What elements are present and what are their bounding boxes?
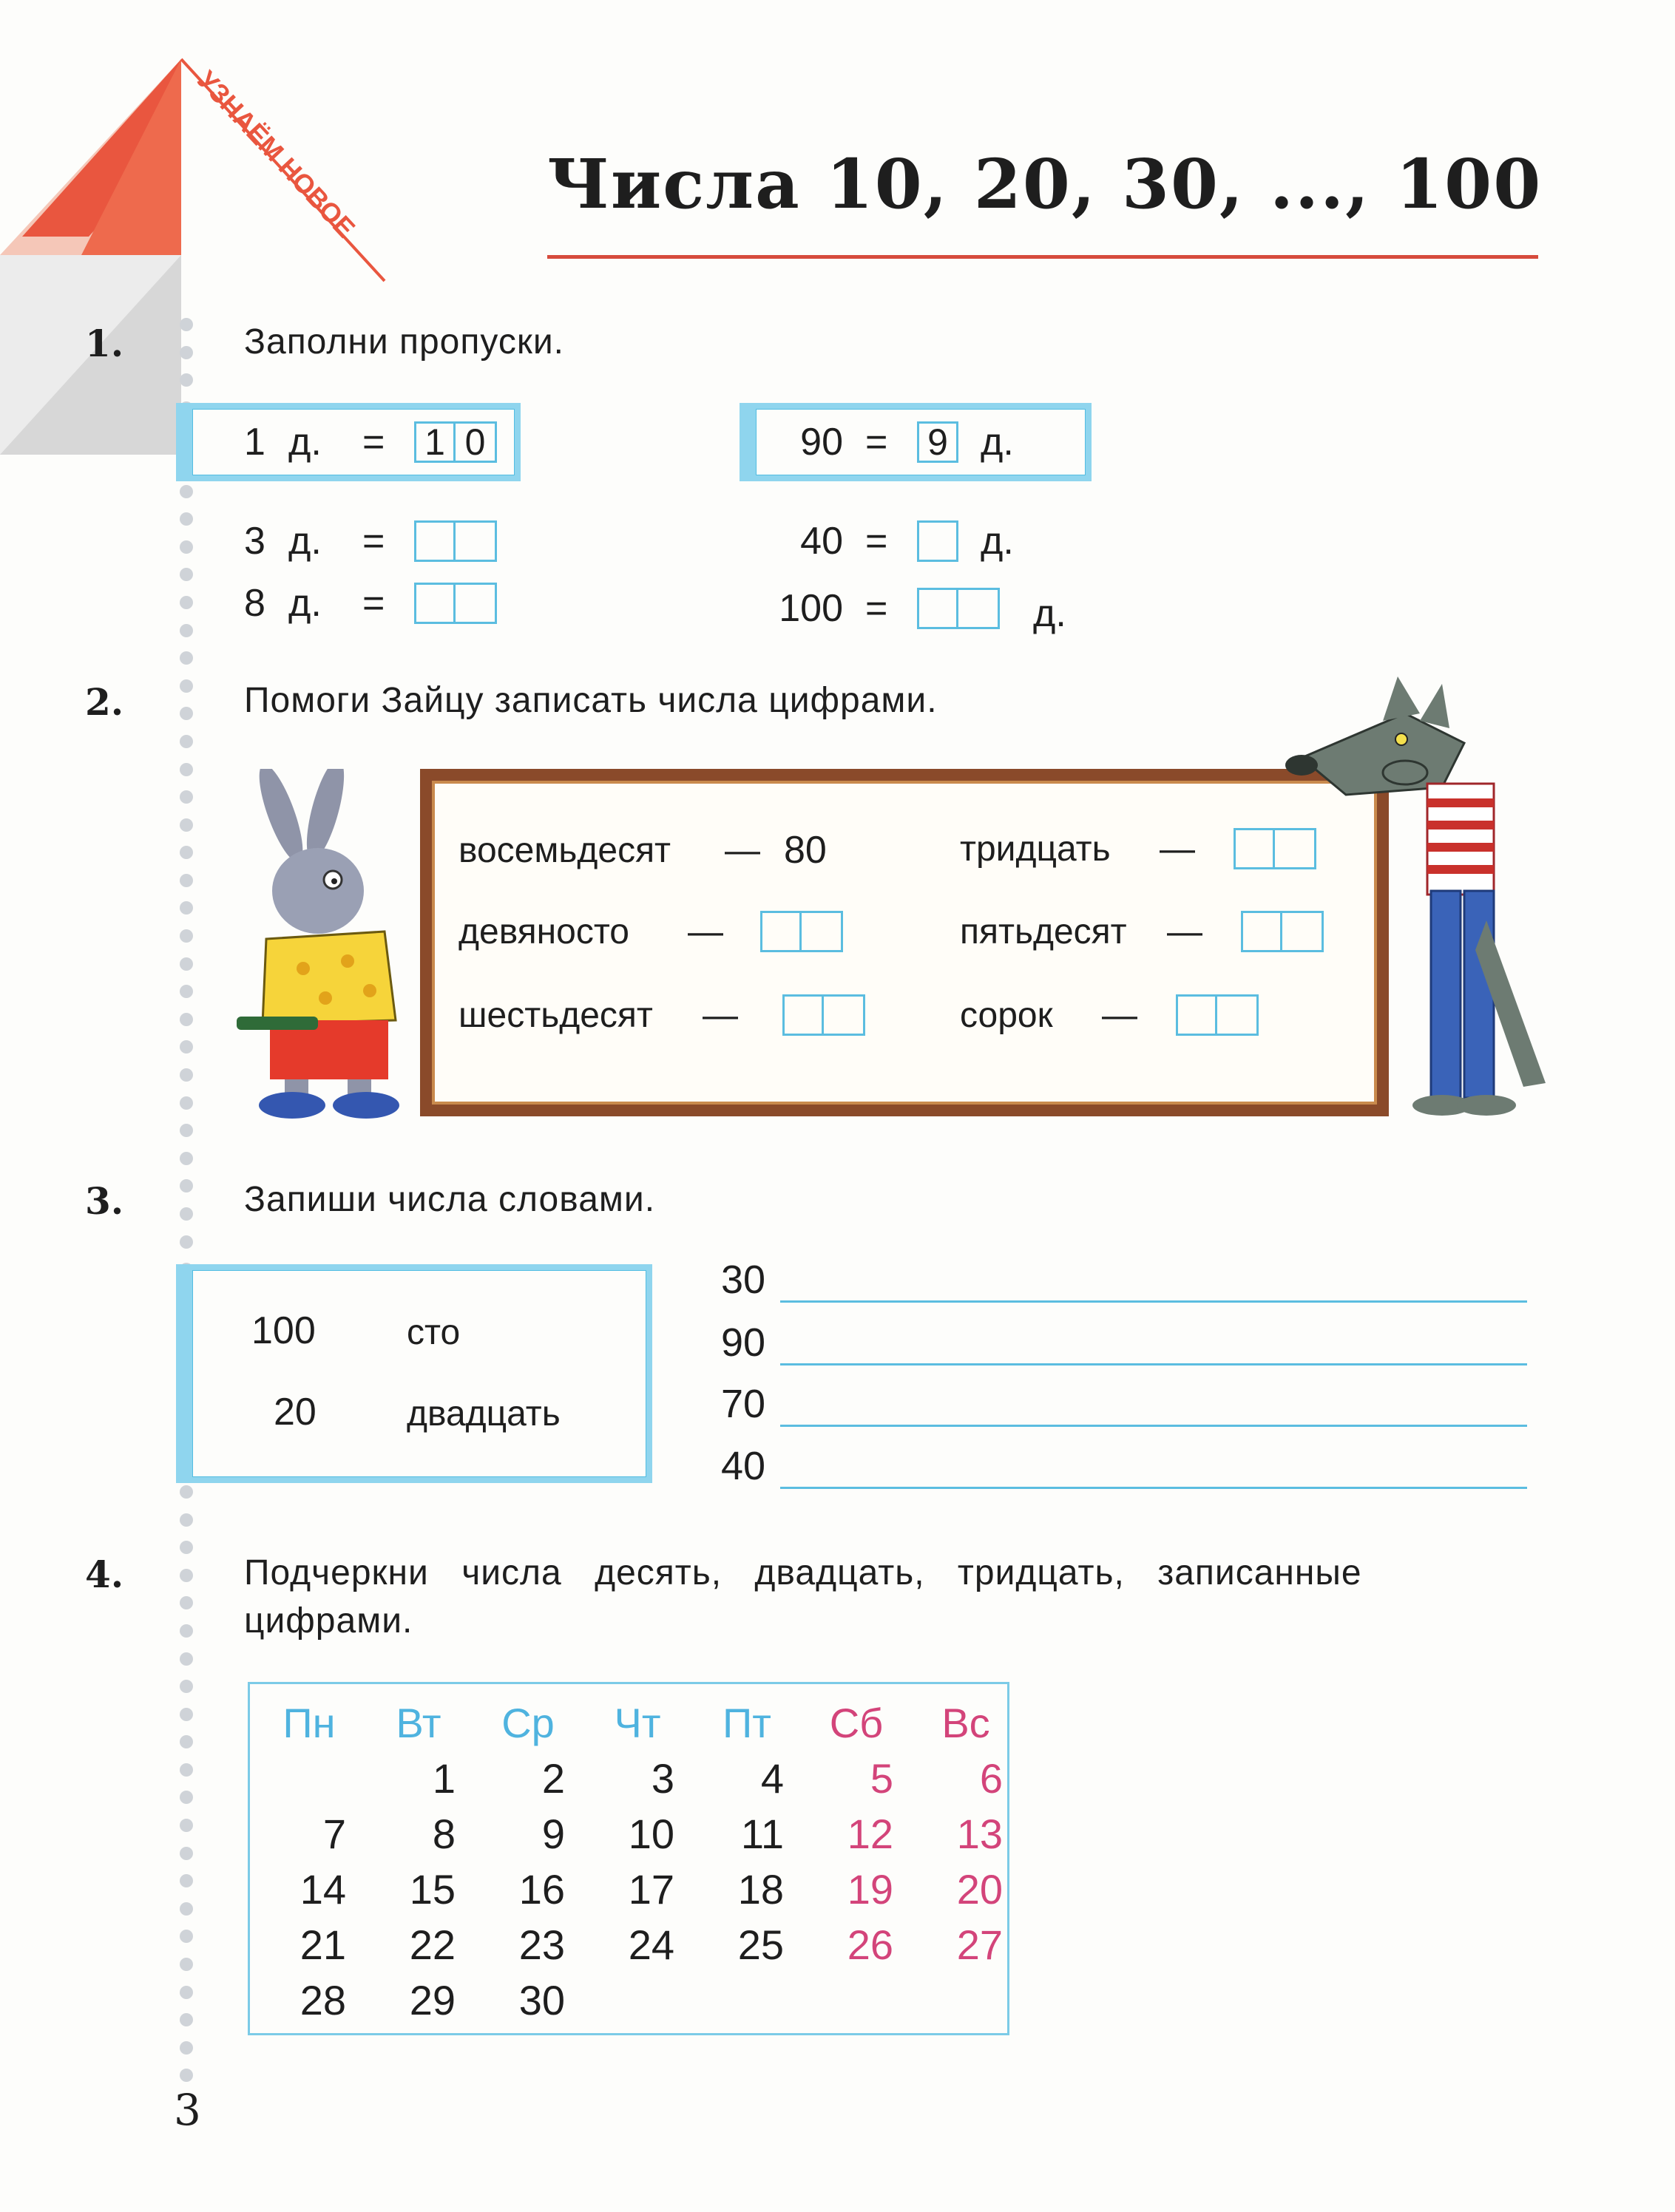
answer-cell[interactable]: 0 (456, 421, 497, 463)
spiral-dot (180, 1124, 193, 1137)
spiral-dot (180, 1624, 193, 1638)
spiral-dot (180, 1068, 193, 1082)
task-number-2: 2. (85, 680, 124, 724)
spiral-dot (180, 1791, 193, 1804)
answer-line[interactable] (780, 1479, 1527, 1489)
answer-cell[interactable] (456, 520, 497, 562)
answer-line[interactable] (780, 1356, 1527, 1365)
spiral-dot (180, 1152, 193, 1165)
spiral-dot (180, 1958, 193, 1971)
task1-left-row (244, 519, 497, 563)
calendar-day[interactable]: 14 (300, 1866, 346, 1913)
answer-cell[interactable] (958, 588, 1000, 629)
example-word: сто (407, 1313, 461, 1352)
spiral-dot (180, 1986, 193, 1999)
example-box-3 (176, 1264, 652, 1483)
spiral-dot (180, 651, 193, 665)
spiral-dot (180, 1541, 193, 1554)
title-underline (547, 255, 1538, 259)
calendar-day[interactable]: 7 (322, 1811, 346, 1857)
answer-cell[interactable] (760, 911, 802, 952)
number-word: пятьдесят (960, 912, 1127, 951)
calendar-header: Вт (396, 1700, 441, 1746)
task-text-1: Заполни пропуски. (244, 322, 564, 362)
task1-right-row (776, 519, 1014, 563)
spiral-dot (180, 346, 193, 359)
row-number: 8 (244, 582, 265, 625)
task-number-4: 4. (85, 1553, 124, 1596)
example-number: 100 (251, 1309, 316, 1352)
row-number: 100 (779, 587, 843, 630)
row-unit: д. (1033, 592, 1066, 635)
spiral-dot (180, 512, 193, 526)
calendar-day[interactable]: 4 (760, 1755, 784, 1802)
row-number: 30 (721, 1258, 766, 1302)
spiral-dot (180, 1013, 193, 1026)
spiral-dot (180, 1652, 193, 1666)
spiral-dot (180, 1708, 193, 1721)
answer-cell[interactable] (456, 583, 497, 624)
number-word: сорок (960, 995, 1053, 1035)
board-item (960, 994, 1259, 1036)
calendar-header: Чт (614, 1700, 661, 1746)
dash: — (1160, 829, 1195, 869)
spiral-dot (180, 624, 193, 637)
calendar-day[interactable]: 11 (740, 1811, 784, 1857)
calendar-day[interactable]: 20 (956, 1866, 1003, 1913)
spiral-dot (180, 1513, 193, 1527)
spiral-dot (180, 1819, 193, 1832)
spiral-dot (180, 1596, 193, 1609)
spiral-dot (180, 957, 193, 971)
calendar-day[interactable]: 27 (956, 1921, 1003, 1968)
calendar-day[interactable]: 12 (847, 1811, 893, 1857)
calendar-day[interactable]: 23 (518, 1921, 565, 1968)
spiral-dot (180, 1874, 193, 1887)
number-word: восемьдесят (458, 830, 671, 870)
write-row (721, 1320, 1527, 1365)
calendar-day[interactable]: 30 (518, 1977, 565, 2023)
calendar (248, 1682, 1009, 2035)
dash: — (703, 995, 738, 1035)
calendar-day[interactable]: 15 (409, 1866, 456, 1913)
spiral-dot (180, 1930, 193, 1943)
spiral-dot (180, 1096, 193, 1110)
spiral-dot (180, 1680, 193, 1693)
example-word: двадцать (407, 1394, 561, 1434)
spiral-dot (180, 568, 193, 581)
spiral-dot (180, 1763, 193, 1777)
row-unit: д. (288, 421, 322, 464)
board-item (458, 911, 843, 952)
spiral-dot (180, 985, 193, 998)
task1-left-row (244, 420, 497, 464)
calendar-day[interactable]: 17 (628, 1866, 674, 1913)
spiral-dot (180, 485, 193, 498)
equals-sign: = (362, 520, 385, 563)
calendar-day[interactable]: 6 (979, 1755, 1003, 1802)
spiral-dot (180, 846, 193, 859)
answer-cell[interactable] (802, 911, 843, 952)
calendar-day[interactable]: 2 (541, 1755, 565, 1802)
calendar-day[interactable]: 16 (518, 1866, 565, 1913)
board-item (458, 828, 827, 872)
calendar-day[interactable]: 24 (628, 1921, 674, 1968)
row-unit: д. (981, 520, 1014, 563)
calendar-day[interactable]: 22 (409, 1921, 456, 1968)
calendar-day[interactable]: 25 (737, 1921, 784, 1968)
spiral-dot (180, 2069, 193, 2082)
spiral-dot (180, 1235, 193, 1249)
example-number: 20 (274, 1391, 317, 1434)
spiral-dot (180, 2041, 193, 2055)
equals-sign: = (362, 421, 385, 464)
spiral-dot (180, 790, 193, 804)
calendar-day[interactable]: 9 (541, 1811, 565, 1857)
row-number: 70 (721, 1382, 766, 1426)
answer-line[interactable] (780, 1293, 1527, 1303)
equals-sign: = (865, 587, 888, 630)
spiral-dot (180, 1847, 193, 1860)
calendar-day[interactable]: 5 (870, 1755, 893, 1802)
calendar-header: Ср (501, 1700, 555, 1746)
number-word: шестьдесят (458, 995, 653, 1035)
task1-left-row (244, 581, 497, 625)
write-row (721, 1257, 1527, 1303)
calendar-day[interactable]: 21 (300, 1921, 346, 1968)
calendar-day[interactable]: 18 (737, 1866, 784, 1913)
spiral-dot (180, 540, 193, 554)
answer-cell[interactable] (917, 588, 958, 629)
spiral-dot (180, 1569, 193, 1582)
answer-cell[interactable] (917, 520, 958, 562)
calendar-day[interactable]: 8 (432, 1811, 456, 1857)
equals-sign: = (865, 520, 888, 563)
spiral-dot (180, 901, 193, 915)
dash: — (1167, 912, 1202, 951)
task-number-1: 1. (85, 322, 124, 365)
calendar-day[interactable]: 10 (628, 1811, 674, 1857)
calendar-day[interactable]: 28 (300, 1977, 346, 2023)
spiral-dot (180, 2013, 193, 2026)
board-item (458, 994, 865, 1036)
calendar-header: Пн (282, 1700, 336, 1746)
spiral-dot (180, 1040, 193, 1054)
answer-cell[interactable] (824, 994, 865, 1036)
write-row (721, 1443, 1527, 1489)
answer-cell[interactable]: 9 (917, 421, 958, 463)
number-word: девяносто (458, 912, 629, 951)
calendar-header: Сб (829, 1700, 884, 1746)
write-row (721, 1381, 1527, 1427)
task1-right-row (776, 420, 1014, 464)
answer-cell[interactable]: 1 (414, 421, 456, 463)
task-text-3: Запиши числа словами. (244, 1180, 656, 1219)
task-text-2: Помоги Зайцу записать числа цифрами. (244, 681, 938, 720)
row-number: 40 (721, 1444, 766, 1488)
calendar-day[interactable]: 13 (956, 1811, 1003, 1857)
calendar-day[interactable]: 19 (847, 1866, 893, 1913)
answer-cell[interactable] (782, 994, 824, 1036)
banner-label: УЗНАЁМ НОВОЕ (192, 64, 362, 244)
calendar-header: Вс (941, 1700, 990, 1746)
spiral-dot (180, 707, 193, 720)
row-unit: д. (288, 582, 322, 625)
spiral-dot (180, 679, 193, 693)
answer-cell[interactable] (414, 583, 456, 624)
row-number: 1 (244, 421, 265, 464)
answer-cell[interactable] (414, 520, 456, 562)
row-number: 3 (244, 520, 265, 563)
page-number: 3 (174, 2085, 201, 2135)
spiral-dot (180, 818, 193, 832)
page-title: Числа 10, 20, 30, ..., 100 (547, 144, 1543, 224)
calendar-day[interactable]: 1 (432, 1755, 456, 1802)
spiral-dot (180, 1735, 193, 1748)
spiral-dot (180, 596, 193, 609)
dash: — (725, 830, 760, 870)
spiral-dot (180, 874, 193, 887)
task-text-4-cont: цифрами. (244, 1601, 413, 1641)
task1-right-row (754, 581, 1066, 636)
spiral-dot (180, 763, 193, 776)
row-unit: д. (288, 520, 322, 563)
spiral-dot (180, 1902, 193, 1916)
spiral-binding (177, 318, 195, 2097)
row-number: 90 (800, 421, 843, 464)
calendar-header: Пт (723, 1700, 771, 1746)
answer-cell[interactable] (1176, 994, 1217, 1036)
wolf-illustration (1220, 669, 1553, 1120)
row-unit: д. (981, 421, 1014, 464)
equals-sign: = (865, 421, 888, 464)
dash: — (688, 912, 723, 951)
dash: — (1102, 995, 1137, 1035)
calendar-day[interactable]: 26 (847, 1921, 893, 1968)
number-word: тридцать (960, 829, 1111, 869)
equals-sign: = (362, 582, 385, 625)
spiral-dot (180, 929, 193, 943)
task-number-3: 3. (85, 1179, 124, 1223)
spiral-dot (180, 318, 193, 331)
spiral-dot (180, 373, 193, 387)
row-number: 40 (800, 520, 843, 563)
calendar-day[interactable]: 3 (651, 1755, 674, 1802)
spiral-dot (180, 1207, 193, 1221)
answer-line[interactable] (780, 1417, 1527, 1427)
spiral-dot (180, 1485, 193, 1499)
corner-banner (0, 0, 414, 473)
answer-text: 80 (784, 829, 827, 872)
spiral-dot (180, 735, 193, 748)
calendar-day[interactable]: 29 (409, 1977, 456, 2023)
row-number: 90 (721, 1320, 766, 1365)
task-text-4: Подчеркни числа десять, двадцать, тридцать, записанные (244, 1553, 1362, 1592)
spiral-dot (180, 1179, 193, 1192)
